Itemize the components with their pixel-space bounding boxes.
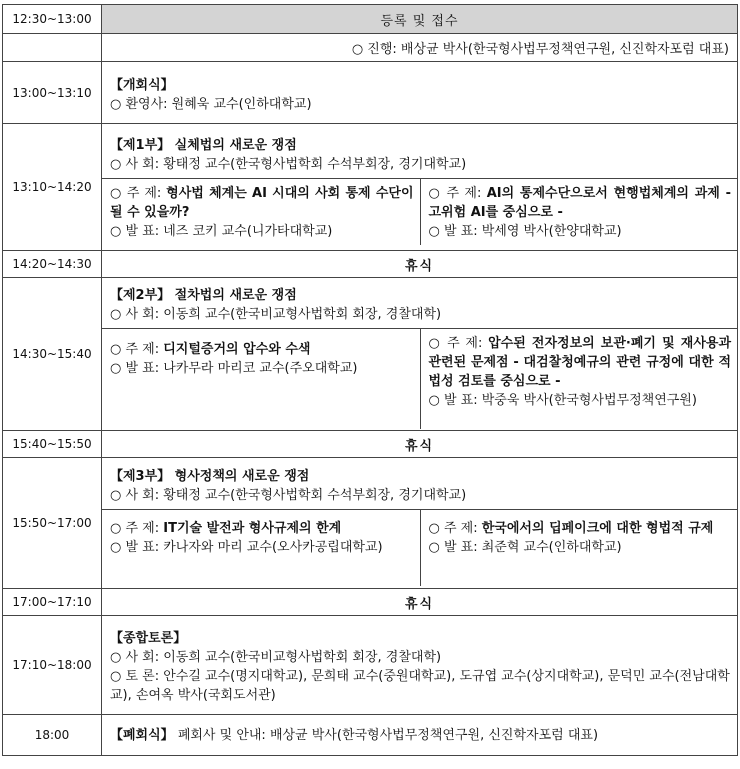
part2-title: 【제2부】 절차법의 새로운 쟁점 xyxy=(110,287,297,303)
discussion-row xyxy=(3,616,738,715)
session-presenter: ○ 발 표: 박세영 박사(한양대학교) xyxy=(428,223,622,239)
part1-moderator: ○ 사 회: 황태정 교수(한국형사법학회 수석부회장, 경기대학교) xyxy=(110,156,467,172)
session-presenter: ○ 발 표: 카나자와 마리 교수(오사카공립대학교) xyxy=(110,539,383,555)
part3-block xyxy=(102,458,738,589)
break1-time: 14:20~14:30 xyxy=(3,251,102,278)
session-topic: 한국에서의 딥페이크에 대한 형법적 규제 xyxy=(481,520,714,536)
part3-session-1 xyxy=(102,510,420,586)
closing-time: 18:00 xyxy=(3,715,102,756)
topic-label: ○ 주 제: xyxy=(110,341,164,357)
closing-block xyxy=(102,715,738,756)
topic-label: ○ 주 제: xyxy=(428,520,482,536)
closing-title: 【폐회식】 xyxy=(110,727,174,743)
session-topic: 디지털증거의 압수와 수색 xyxy=(163,341,311,357)
part2-time: 14:30~15:40 xyxy=(3,278,102,431)
host-text: ○ 진행: 배상균 박사(한국형사법무정책연구원, 신진학자포럼 대표) xyxy=(102,34,738,62)
discussion-moderator: ○ 사 회: 이동희 교수(한국비교형사법학회 회장, 경찰대학) xyxy=(110,649,442,665)
part3-time: 15:50~17:00 xyxy=(3,458,102,589)
part1-row xyxy=(3,124,738,251)
session-topic: 압수된 전자정보의 보관·폐기 및 재사용과 관련된 문제점 - 대검찰청예규의 관련 규정에 대한 적법성 검토를 중심으로 - xyxy=(428,335,731,389)
session-presenter: ○ 발 표: 박중욱 박사(한국형사법무정책연구원) xyxy=(428,392,697,408)
part1-session-2 xyxy=(420,179,738,245)
session-topic: AI의 통제수단으로서 현행법체계의 과제 - 고위험 AI를 중심으로 - xyxy=(428,185,731,220)
break1-label: 휴식 xyxy=(102,251,738,278)
opening-block xyxy=(102,62,738,124)
host-time-cell xyxy=(3,34,102,62)
session-presenter: ○ 발 표: 나카무라 마리코 교수(주오대학교) xyxy=(110,360,358,376)
closing-row xyxy=(3,715,738,756)
part2-moderator: ○ 사 회: 이동희 교수(한국비교형사법학회 회장, 경찰대학) xyxy=(110,306,442,322)
session-topic: IT기술 발전과 형사규제의 한계 xyxy=(163,520,342,536)
break3-label: 휴식 xyxy=(102,589,738,616)
part1-title: 【제1부】 실체법의 새로운 쟁점 xyxy=(110,137,297,153)
part3-row xyxy=(3,458,738,589)
part2-session-2 xyxy=(420,329,738,429)
schedule-table xyxy=(2,4,738,756)
discussion-panel: ○ 토 론: 안수길 교수(명지대학교), 문희태 교수(중원대학교), 도규엽 교수(상지대학교), 문덕민 교수(전남대학교), 손여옥 박사(국회도서관) xyxy=(110,668,730,703)
registration-title: 등록 및 접수 xyxy=(102,5,738,34)
opening-title: 【개회식】 xyxy=(110,78,174,93)
part1-session-1 xyxy=(102,179,420,245)
break2-time: 15:40~15:50 xyxy=(3,431,102,458)
opening-row xyxy=(3,62,738,124)
discussion-block xyxy=(102,616,738,715)
opening-time: 13:00~13:10 xyxy=(3,62,102,124)
topic-label: ○ 주 제: xyxy=(110,520,164,536)
break2-label: 휴식 xyxy=(102,431,738,458)
part2-block xyxy=(102,278,738,431)
registration-time: 12:30~13:00 xyxy=(3,5,102,34)
topic-label: ○ 주 제: xyxy=(110,185,167,201)
part1-time: 13:10~14:20 xyxy=(3,124,102,251)
break2-row xyxy=(3,431,738,458)
topic-label: ○ 주 제: xyxy=(428,335,489,351)
closing-text: 폐회사 및 안내: 배상균 박사(한국형사법무정책연구원, 신진학자포럼 대표) xyxy=(173,727,599,743)
break1-row xyxy=(3,251,738,278)
session-presenter: ○ 발 표: 최준혁 교수(인하대학교) xyxy=(428,539,622,555)
part3-session-2 xyxy=(420,510,738,586)
host-row xyxy=(3,34,738,62)
registration-row xyxy=(3,5,738,34)
break3-row xyxy=(3,589,738,616)
session-topic: 형사법 체계는 AI 시대의 사회 통제 수단이 될 수 있을까? xyxy=(110,185,414,220)
discussion-time: 17:10~18:00 xyxy=(3,616,102,715)
part3-moderator: ○ 사 회: 황태정 교수(한국형사법학회 수석부회장, 경기대학교) xyxy=(110,487,467,503)
session-presenter: ○ 발 표: 네즈 코키 교수(니가타대학교) xyxy=(110,223,333,239)
break3-time: 17:00~17:10 xyxy=(3,589,102,616)
discussion-title: 【종합토론】 xyxy=(110,630,187,646)
part2-session-1 xyxy=(102,329,420,429)
topic-label: ○ 주 제: xyxy=(428,185,487,201)
part3-title: 【제3부】 형사정책의 새로운 쟁점 xyxy=(110,468,310,484)
part2-row xyxy=(3,278,738,431)
opening-welcome: ○ 환영사: 원혜욱 교수(인하대학교) xyxy=(110,97,312,112)
part1-block xyxy=(102,124,738,251)
